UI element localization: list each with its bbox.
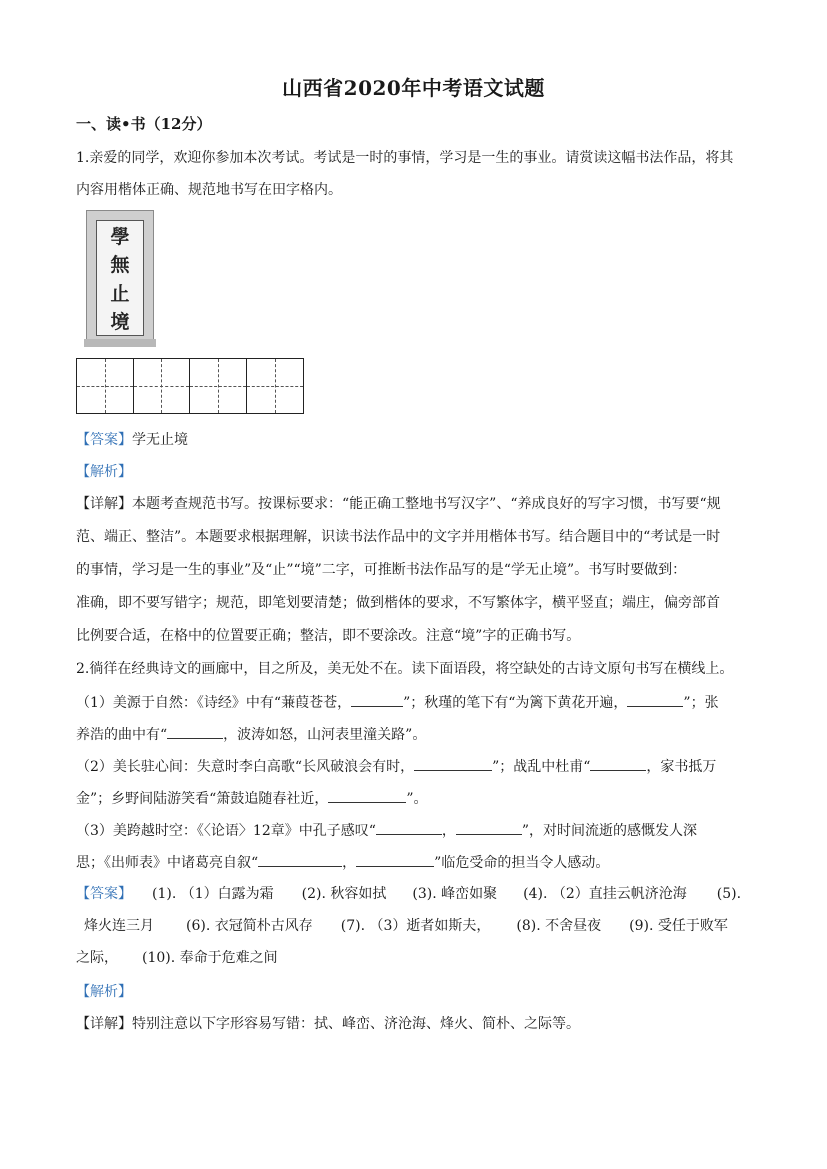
text-segment: ”，对时间流逝的感慨发人深 <box>521 823 698 839</box>
q2-part1-line2 <box>76 724 756 745</box>
detail-tag: 【详解】 <box>76 496 132 512</box>
q2-answer-line2 <box>76 916 756 936</box>
fill-blank[interactable] <box>258 852 342 867</box>
answer-item: (8). 不舍昼夜 <box>516 918 602 934</box>
analysis-tag: 【解析】 <box>76 464 132 480</box>
q2-intro: 2.徜徉在经典诗文的画廊中，目之所及，美无处不在。读下面语段，将空缺处的古诗文原句书写在横线上。 <box>76 661 734 677</box>
calligraphy-char: 學 <box>110 225 130 248</box>
q2-answer-line1 <box>76 884 756 904</box>
text-segment: 金”；乡野间陆游笑看“箫鼓追随春社近， <box>76 791 329 807</box>
calligraphy-char: 無 <box>110 254 130 277</box>
text-segment: ， <box>441 823 456 839</box>
answer-item: (6). 衣冠简朴古风存 <box>186 918 313 934</box>
calligraphy-char: 止 <box>110 282 130 305</box>
scroll-edge <box>84 339 156 347</box>
answer-tag: 【答案】 <box>76 432 132 448</box>
text-segment: ”临危受命的担当令人感动。 <box>434 855 610 871</box>
q1-answer <box>76 430 756 450</box>
fill-blank[interactable] <box>590 756 646 771</box>
calligraphy-image <box>86 210 154 346</box>
page-title: 山西省2020年中考语文试题 <box>282 76 545 100</box>
q2-part3-line2 <box>76 852 756 873</box>
q2-part2-line2 <box>76 788 756 809</box>
q1-prompt-line1: 1.亲爱的同学，欢迎你参加本次考试。考试是一时的事情，学习是一生的事业。请赏读这幅书法作品，将其 <box>76 150 734 166</box>
text-segment: ，波涛如怒，山河表里潼关路”。 <box>223 727 427 743</box>
q2-detail <box>76 1014 756 1034</box>
answer-item: (4). （2）直挂云帆济沧海 <box>523 886 687 902</box>
answer-item: (9). 受任于败军 <box>629 918 728 934</box>
fill-blank[interactable] <box>627 692 683 707</box>
fill-blank[interactable] <box>167 724 223 739</box>
q1-detail-line5: 比例要合适，在格中的位置要正确；整洁，即不要涂改。注意“境”字的正确书写。 <box>76 628 581 644</box>
text-segment: （3）美跨越时空：《〈论语〉12章》中孔子感叹“ <box>76 823 376 839</box>
q2-part2-line1 <box>76 756 756 777</box>
answer-item: (7). （3）逝者如斯夫， <box>340 918 491 934</box>
text-segment: ，家书抵万 <box>646 759 717 775</box>
q2-analysis <box>76 982 756 1002</box>
text-segment: 养浩的曲中有“ <box>76 727 168 743</box>
detail-tag: 【详解】 <box>76 1016 132 1032</box>
answer-text: 学无止境 <box>132 432 188 448</box>
text-segment: 思；《出师表》中诸葛亮自叙“ <box>76 855 259 871</box>
q1-detail-line2: 范、端正、整洁”。本题要求根据理解，识读书法作品中的文字并用楷体书写。结合题目中的“考试是一时 <box>76 529 721 545</box>
text-segment: ”；张 <box>683 695 719 711</box>
detail-text: 本题考查规范书写。按课标要求：“能正确工整地书写汉字”、“养成良好的写字习惯，书写要“规 <box>132 496 721 512</box>
tianzige-grid[interactable] <box>76 358 304 414</box>
text-segment: ”。 <box>406 791 428 807</box>
q2-part3-line1 <box>76 820 756 841</box>
q2-answer-line3 <box>76 948 756 968</box>
answer-item: 之际， <box>76 950 118 966</box>
tianzige-cell[interactable] <box>247 359 304 413</box>
answer-tag: 【答案】 <box>76 886 132 902</box>
detail-text: 特别注意以下字形容易写错：拭、峰峦、济沧海、烽火、简朴、之际等。 <box>132 1016 580 1032</box>
answer-item: (5). <box>716 886 742 902</box>
answer-item: (1). （1）白露为霜 <box>152 886 274 902</box>
fill-blank[interactable] <box>414 756 492 771</box>
tianzige-cell[interactable] <box>134 359 191 413</box>
text-segment: （1）美源于自然：《诗经》中有“蒹葭苍苍， <box>76 695 352 711</box>
answer-item: 烽火连三月 <box>84 918 154 934</box>
fill-blank[interactable] <box>328 788 406 803</box>
fill-blank[interactable] <box>456 820 522 835</box>
answer-item: (2). 秋容如拭 <box>301 886 387 902</box>
fill-blank[interactable] <box>351 692 403 707</box>
tianzige-cell[interactable] <box>190 359 247 413</box>
text-segment: ”；战乱中杜甫“ <box>492 759 591 775</box>
tianzige-cell[interactable] <box>77 359 134 413</box>
fill-blank[interactable] <box>356 852 434 867</box>
q1-detail-line3: 的事情，学习是一生的事业”及“止”“境”二字，可推断书法作品写的是“学无止境”。书写时要做到： <box>76 562 687 578</box>
q1-detail-line1 <box>76 494 756 514</box>
section-heading: 一、读•书（12分） <box>76 115 212 133</box>
calligraphy-char: 境 <box>110 311 130 334</box>
text-segment: （2）美长驻心间：失意时李白高歌“长风破浪会有时， <box>76 759 415 775</box>
fill-blank[interactable] <box>376 820 442 835</box>
answer-item: (10). 奉命于危难之间 <box>142 950 278 966</box>
q1-prompt-line2: 内容用楷体正确、规范地书写在田字格内。 <box>76 182 342 198</box>
text-segment: ， <box>342 855 357 871</box>
analysis-tag: 【解析】 <box>76 984 132 1000</box>
q2-part1-line1 <box>76 692 756 713</box>
text-segment: ”；秋瑾的笔下有“为篱下黄花开遍， <box>403 695 628 711</box>
q1-detail-line4: 准确，即不要写错字；规范，即笔划要清楚；做到楷体的要求，不写繁体字，横平竖直；端庄，偏旁部首 <box>76 595 720 611</box>
q1-analysis <box>76 462 756 482</box>
answer-item: (3). 峰峦如聚 <box>412 886 498 902</box>
